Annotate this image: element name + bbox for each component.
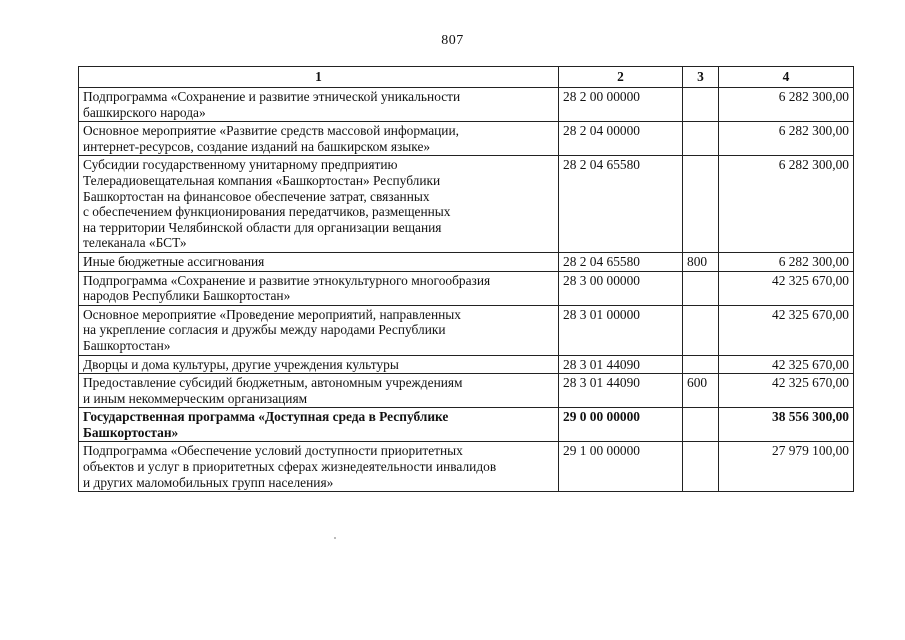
table-row bbox=[79, 252, 854, 271]
row-sum-cell: 42 325 670,00 bbox=[719, 305, 854, 355]
row-type-cell bbox=[683, 408, 719, 442]
row-sum-cell: 38 556 300,00 bbox=[719, 408, 854, 442]
row-type-cell: 800 bbox=[683, 252, 719, 271]
row-sum-cell: 42 325 670,00 bbox=[719, 271, 854, 305]
row-name-cell: Основное мероприятие «Проведение мероприятий, направленных на укрепление согласия и дружбы между народами Республики Башкортостан» bbox=[79, 305, 559, 355]
row-code-cell: 28 2 00 00000 bbox=[559, 88, 683, 122]
row-name-cell: Предоставление субсидий бюджетным, автономным учреждениям и иным некоммерческим организациям bbox=[79, 374, 559, 408]
row-type-cell bbox=[683, 355, 719, 374]
header-cell-type: 3 bbox=[683, 67, 719, 88]
row-code-cell: 28 3 01 44090 bbox=[559, 374, 683, 408]
row-code-cell: 28 2 04 65580 bbox=[559, 156, 683, 253]
row-name-cell: Государственная программа «Доступная среда в Республике Башкортостан» bbox=[79, 408, 559, 442]
table-row bbox=[79, 442, 854, 492]
row-code-cell: 29 0 00 00000 bbox=[559, 408, 683, 442]
row-name-cell: Основное мероприятие «Развитие средств массовой информации, интернет-ресурсов, создание изданий на башкирском языке» bbox=[79, 122, 559, 156]
table-row bbox=[79, 374, 854, 408]
row-code-cell: 28 2 04 65580 bbox=[559, 252, 683, 271]
row-type-cell bbox=[683, 88, 719, 122]
row-name-cell: Подпрограмма «Сохранение и развитие этнической уникальности башкирского народа» bbox=[79, 88, 559, 122]
row-sum-cell: 6 282 300,00 bbox=[719, 88, 854, 122]
row-name-cell: Дворцы и дома культуры, другие учреждения культуры bbox=[79, 355, 559, 374]
row-sum-cell: 42 325 670,00 bbox=[719, 374, 854, 408]
header-cell-sum: 4 bbox=[719, 67, 854, 88]
header-row bbox=[79, 67, 854, 88]
table-row bbox=[79, 305, 854, 355]
budget-table bbox=[78, 66, 854, 492]
table-row bbox=[79, 156, 854, 253]
table-row bbox=[79, 88, 854, 122]
table-row bbox=[79, 271, 854, 305]
table-body bbox=[79, 88, 854, 492]
table-row-program bbox=[79, 408, 854, 442]
row-sum-cell: 6 282 300,00 bbox=[719, 156, 854, 253]
row-code-cell: 28 3 01 44090 bbox=[559, 355, 683, 374]
row-code-cell: 28 2 04 00000 bbox=[559, 122, 683, 156]
row-code-cell: 28 3 00 00000 bbox=[559, 271, 683, 305]
row-code-cell: 28 3 01 00000 bbox=[559, 305, 683, 355]
row-type-cell bbox=[683, 122, 719, 156]
row-name-cell: Субсидии государственному унитарному предприятию Телерадиовещательная компания «Башкортостан» Республики Башкортостан на финансовое обеспечение затрат, связанных с обеспечением функционирования передатчиков, размещенных на территории Челябинской области для организации вещания телеканала «БСТ» bbox=[79, 156, 559, 253]
row-sum-cell: 27 979 100,00 bbox=[719, 442, 854, 492]
table-row bbox=[79, 122, 854, 156]
row-name-cell: Подпрограмма «Сохранение и развитие этнокультурного многообразия народов Республики Башкортостан» bbox=[79, 271, 559, 305]
row-name-cell: Иные бюджетные ассигнования bbox=[79, 252, 559, 271]
row-name-cell: Подпрограмма «Обеспечение условий доступности приоритетных объектов и услуг в приоритетных сферах жизнедеятельности инвалидов и других маломобильных групп населения» bbox=[79, 442, 559, 492]
table-header bbox=[79, 67, 854, 88]
row-sum-cell: 6 282 300,00 bbox=[719, 252, 854, 271]
row-sum-cell: 6 282 300,00 bbox=[719, 122, 854, 156]
row-sum-cell: 42 325 670,00 bbox=[719, 355, 854, 374]
row-type-cell bbox=[683, 156, 719, 253]
row-code-cell: 29 1 00 00000 bbox=[559, 442, 683, 492]
row-type-cell: 600 bbox=[683, 374, 719, 408]
row-type-cell bbox=[683, 271, 719, 305]
scan-speck bbox=[334, 537, 336, 539]
header-cell-name: 1 bbox=[79, 67, 559, 88]
page-number: 807 bbox=[441, 33, 464, 48]
header-cell-code: 2 bbox=[559, 67, 683, 88]
table-row bbox=[79, 355, 854, 374]
row-type-cell bbox=[683, 442, 719, 492]
row-type-cell bbox=[683, 305, 719, 355]
